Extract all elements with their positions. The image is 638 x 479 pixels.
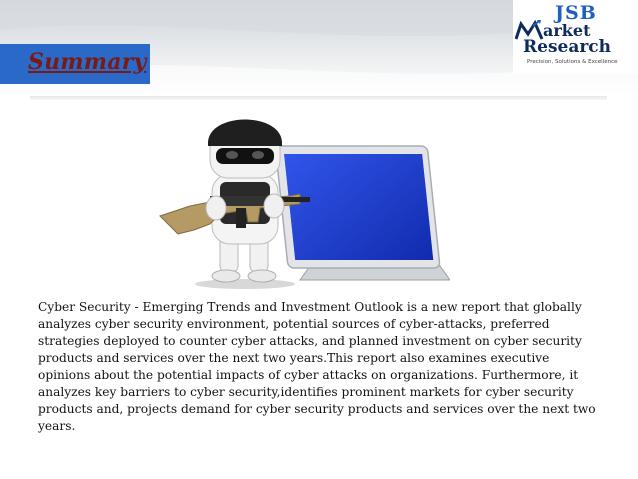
logo-text-line2: arket bbox=[543, 21, 591, 40]
summary-paragraph: Cyber Security - Emerging Trends and Investment Outlook is a new report that globally analyzes cyber security environment, potential sources of cyber-attacks, preferred strategies deployed to counter cyber attacks, and planned investment on cyber security products and services over the next two years.This report also examines executive opinions about the potential impacts of cyber attacks on organizations. Furthermore, it analyzes key barriers to cyber security,identifies prominent markets for cyber security products and, projects demand for cyber security products and services over the next two years. bbox=[38, 300, 596, 433]
laptop-icon bbox=[275, 146, 450, 280]
page-title: Summary bbox=[28, 49, 147, 75]
logo-tagline: Precision, Solutions & Excellence bbox=[527, 59, 618, 65]
logo-text-line1: JSB bbox=[555, 2, 597, 24]
logo-text-line3: Research bbox=[523, 37, 612, 57]
company-logo bbox=[513, 0, 638, 74]
robot-soldier-with-laptop bbox=[150, 96, 450, 296]
